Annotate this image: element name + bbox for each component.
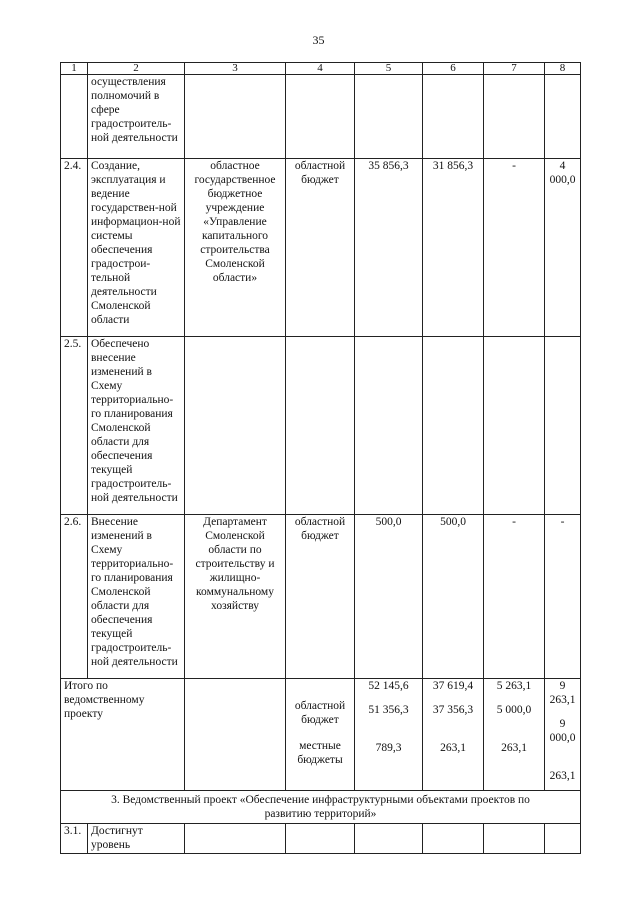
- header-cell: 7: [484, 63, 545, 75]
- local-value: 263,1: [549, 770, 576, 782]
- funding-source: местные бюджеты: [297, 740, 343, 766]
- total-value: 5 263,1: [496, 680, 532, 692]
- header-cell: 6: [423, 63, 484, 75]
- item-name: Внесение изменений в Схему территориально-го планирования Смоленской области для обеспечения текущей градостроитель-ной деятельности: [88, 515, 185, 679]
- item-name: Создание, эксплуатация и ведение государствен-ной информацион-ной системы обеспечения градострои-тельной деятельности Смоленской области: [88, 159, 185, 337]
- table-row: [61, 75, 581, 159]
- regional-value: 51 356,3: [368, 704, 409, 716]
- value-col8: 4 000,0: [545, 159, 581, 337]
- value-col7: -: [484, 159, 545, 337]
- total-sources: [286, 679, 355, 791]
- table-row: [61, 159, 581, 337]
- item-name: Достигнут уровень: [88, 824, 185, 854]
- section-row: [61, 791, 581, 824]
- funding-source: областной бюджет: [286, 159, 355, 337]
- local-value: 263,1: [440, 742, 466, 754]
- item-number: 2.4.: [61, 159, 88, 337]
- page-number: 35: [312, 33, 325, 47]
- total-value: 52 145,6: [368, 680, 409, 692]
- header-cell: 8: [545, 63, 581, 75]
- local-value: 263,1: [501, 742, 527, 754]
- total-row: [61, 679, 581, 791]
- executor: областное государственное бюджетное учреждение «Управление капитального строительства Смоленской области»: [185, 159, 286, 337]
- header-cell: 5: [355, 63, 423, 75]
- funding-source: областной бюджет: [294, 700, 346, 726]
- regional-value: 5 000,0: [496, 704, 532, 716]
- item-number: 2.6.: [61, 515, 88, 679]
- header-cell: 3: [185, 63, 286, 75]
- total-col7: [484, 679, 545, 791]
- item-number: 2.5.: [61, 337, 88, 515]
- header-cell: 4: [286, 63, 355, 75]
- total-col8: [545, 679, 581, 791]
- header-row: [61, 63, 581, 75]
- table-row: [61, 824, 581, 854]
- value-col5: 35 856,3: [355, 159, 423, 337]
- total-label: Итого по ведомственному проекту: [61, 679, 185, 791]
- item-name: осуществления полномочий в сфере градостроитель-ной деятельности: [88, 75, 185, 159]
- regional-value: 37 356,3: [432, 704, 474, 716]
- value-col7: -: [484, 515, 545, 679]
- value-col6: 31 856,3: [423, 159, 484, 337]
- executor: Департамент Смоленской области по строительству и жилищно-коммунальному хозяйству: [185, 515, 286, 679]
- value-col6: 500,0: [423, 515, 484, 679]
- regional-value: 9 000,0: [549, 718, 576, 744]
- total-col5: [355, 679, 423, 791]
- header-cell: 1: [61, 63, 88, 75]
- value-col5: 500,0: [355, 515, 423, 679]
- total-value: 37 619,4: [432, 680, 474, 692]
- funding-source: областной бюджет: [286, 515, 355, 679]
- item-name: Обеспечено внесение изменений в Схему территориально-го планирования Смоленской области для обеспечения текущей градостроитель-ной деятельности: [88, 337, 185, 515]
- local-value: 789,3: [375, 742, 402, 754]
- total-col6: [423, 679, 484, 791]
- table-row: [61, 337, 581, 515]
- section-title: 3. Ведомственный проект «Обеспечение инфраструктурными объектами проектов по развитию территорий»: [61, 791, 581, 824]
- total-value: 9 263,1: [549, 680, 576, 706]
- item-number: 3.1.: [61, 824, 88, 854]
- value-col8: -: [545, 515, 581, 679]
- table-row: [61, 515, 581, 679]
- budget-table: [60, 62, 581, 854]
- header-cell: 2: [88, 63, 185, 75]
